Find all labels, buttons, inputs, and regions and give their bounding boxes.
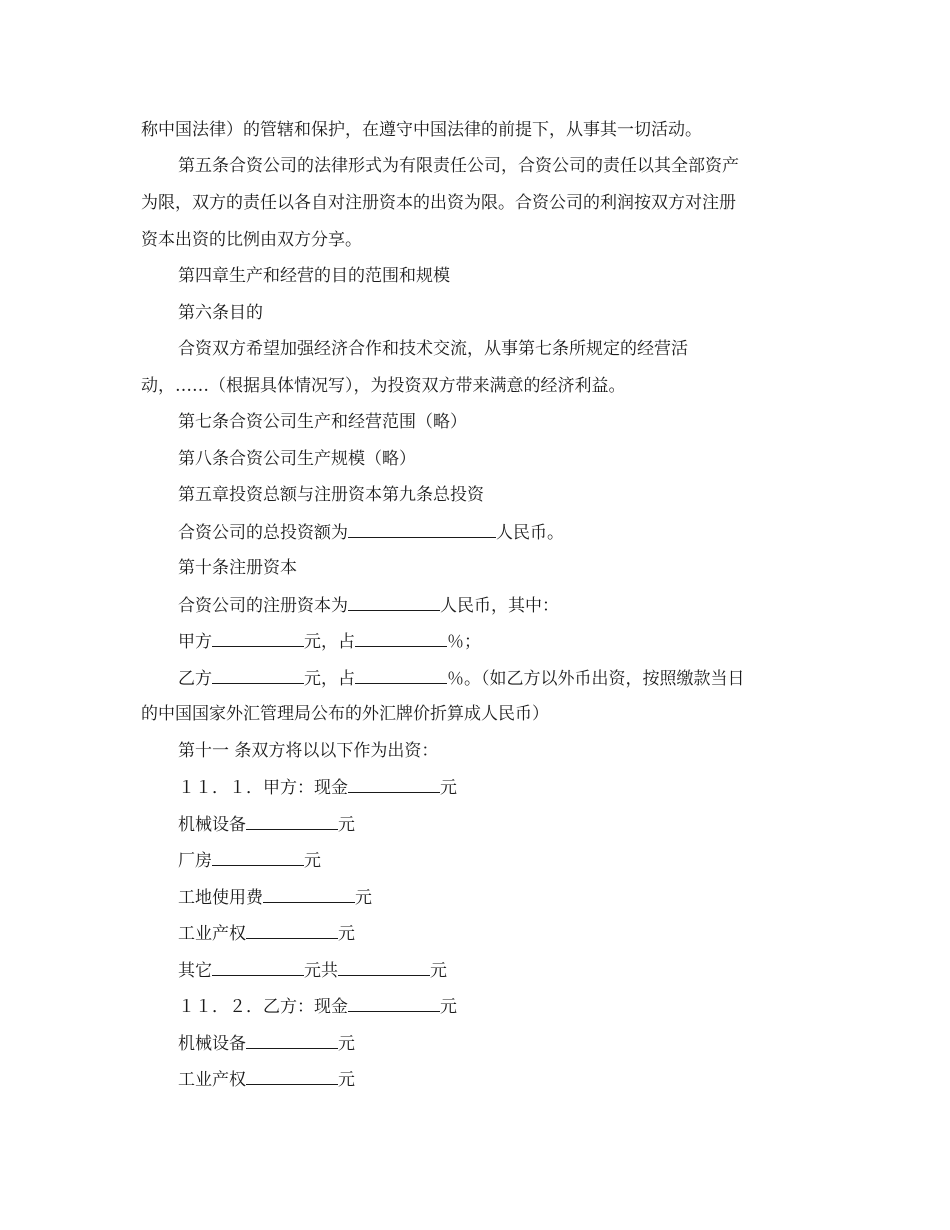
party-b-ip-line: 工业产权 元 xyxy=(178,1070,355,1090)
text-line: 资本出资的比例由双方分享。 xyxy=(141,230,362,250)
chapter-4-heading: 第四章生产和经营的目的范围和规模 xyxy=(178,266,450,286)
party-b-cash-line: １１．２．乙方：现金 元 xyxy=(178,997,457,1017)
text-line: 称中国法律）的管辖和保护，在遵守中国法律的前提下，从事其一切活动。 xyxy=(141,120,702,140)
party-a-machinery-line: 机械设备 元 xyxy=(178,815,355,835)
party-b-machinery-line: 机械设备 元 xyxy=(178,1034,355,1054)
party-b-amount-blank xyxy=(212,667,304,684)
party-b-ip-blank xyxy=(246,1068,338,1085)
chapter-5-heading: 第五章投资总额与注册资本第九条总投资 xyxy=(178,485,484,505)
article-8-heading: 第八条合资公司生产规模（略） xyxy=(178,449,416,469)
party-a-share-line: 甲方 元，占 ％； xyxy=(178,632,481,652)
text-line: 为限，双方的责任以各自对注册资本的出资为限。合资公司的利润按双方对注册 xyxy=(141,193,736,213)
party-a-site-fee-blank xyxy=(263,886,355,903)
article-7-heading: 第七条合资公司生产和经营范围（略） xyxy=(178,412,467,432)
registered-capital-blank xyxy=(348,594,440,611)
party-b-note: 的中国国家外汇管理局公布的外汇牌价折算成人民币） xyxy=(141,704,549,724)
party-a-ip-line: 工业产权 元 xyxy=(178,924,355,944)
party-a-factory-blank xyxy=(212,849,304,866)
party-a-cash-blank xyxy=(348,776,440,793)
registered-capital-line: 合资公司的注册资本为 人民币，其中： xyxy=(178,596,559,616)
total-investment-line: 合资公司的总投资额为 人民币。 xyxy=(178,523,564,543)
party-a-ip-blank xyxy=(246,922,338,939)
party-b-cash-blank xyxy=(348,995,440,1012)
party-a-cash-line: １１．１．甲方：现金 元 xyxy=(178,778,457,798)
party-a-factory-line: 厂房 元 xyxy=(178,851,321,871)
article-11-heading: 第十一 条双方将以以下作为出资： xyxy=(178,741,439,761)
article-10-heading: 第十条注册资本 xyxy=(178,558,297,578)
party-b-machinery-blank xyxy=(246,1032,338,1049)
party-b-share-line: 乙方 元，占 ％。（如乙方以外币出资，按照缴款当日 xyxy=(178,669,745,689)
article-5-line: 第五条合资公司的法律形式为有限责任公司，合资公司的责任以其全部资产 xyxy=(178,156,739,176)
party-a-total-blank xyxy=(338,959,430,976)
party-a-amount-blank xyxy=(212,630,304,647)
party-a-other-blank xyxy=(212,959,304,976)
text-line: 动，……（根据具体情况写），为投资双方带来满意的经济利益。 xyxy=(141,376,626,396)
party-a-machinery-blank xyxy=(246,813,338,830)
party-a-other-line: 其它 元共 元 xyxy=(178,961,447,981)
article-6-heading: 第六条目的 xyxy=(178,303,263,323)
text-line: 合资双方希望加强经济合作和技术交流，从事第七条所规定的经营活 xyxy=(178,339,688,359)
total-investment-blank xyxy=(348,521,496,538)
party-a-site-fee-line: 工地使用费 元 xyxy=(178,888,372,908)
party-b-percent-blank xyxy=(355,667,447,684)
party-a-percent-blank xyxy=(355,630,447,647)
